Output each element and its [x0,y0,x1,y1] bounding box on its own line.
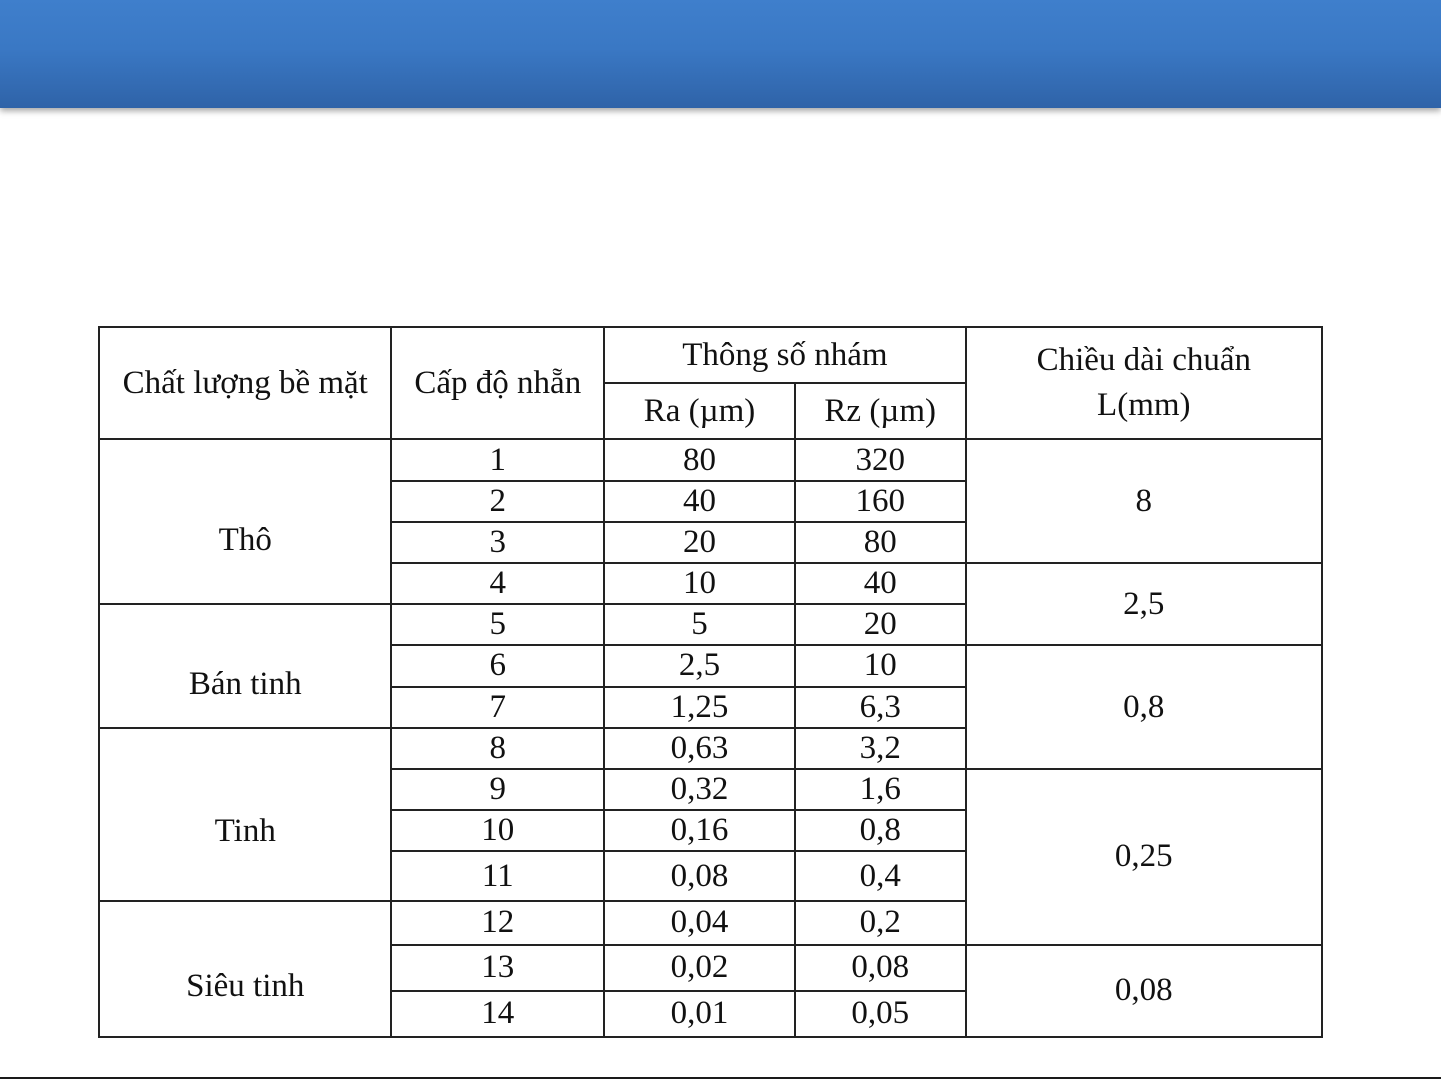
ra-cell: 0,16 [604,810,795,851]
length-cell: 0,8 [966,645,1322,769]
table-row [99,439,1322,480]
ra-cell: 0,63 [604,728,795,769]
rz-cell: 40 [795,563,966,604]
grade-cell: 1 [391,439,604,480]
rz-cell: 20 [795,604,966,645]
ra-cell: 0,08 [604,851,795,901]
rz-cell: 0,8 [795,810,966,851]
rz-cell: 6,3 [795,687,966,728]
quality-sieu-tinh: Siêu tinh [99,901,391,1037]
header-length: Chiều dài chuẩn L(mm) [966,327,1322,439]
grade-cell: 6 [391,645,604,686]
header-banner [0,0,1441,108]
bottom-divider [0,1077,1441,1079]
rz-cell: 160 [795,481,966,522]
grade-cell: 7 [391,687,604,728]
roughness-table [98,326,1323,1038]
rz-cell: 320 [795,439,966,480]
ra-cell: 5 [604,604,795,645]
ra-cell: 40 [604,481,795,522]
grade-cell: 13 [391,945,604,991]
ra-cell: 1,25 [604,687,795,728]
rz-cell: 1,6 [795,769,966,810]
ra-cell: 20 [604,522,795,563]
rz-cell: 0,4 [795,851,966,901]
grade-cell: 9 [391,769,604,810]
ra-cell: 80 [604,439,795,480]
rz-cell: 0,2 [795,901,966,944]
grade-cell: 14 [391,991,604,1037]
rz-cell: 80 [795,522,966,563]
grade-cell: 3 [391,522,604,563]
length-cell: 8 [966,439,1322,563]
grade-cell: 10 [391,810,604,851]
header-quality: Chất lượng bề mặt [99,327,391,439]
grade-cell: 12 [391,901,604,944]
quality-ban-tinh: Bán tinh [99,604,391,728]
quality-tinh: Tinh [99,728,391,902]
header-rz: Rz (µm) [795,383,966,439]
ra-cell: 10 [604,563,795,604]
grade-cell: 2 [391,481,604,522]
header-ra: Ra (µm) [604,383,795,439]
ra-cell: 2,5 [604,645,795,686]
rz-cell: 0,08 [795,945,966,991]
rz-cell: 0,05 [795,991,966,1037]
ra-cell: 0,04 [604,901,795,944]
length-cell: 0,08 [966,945,1322,1037]
grade-cell: 8 [391,728,604,769]
header-grade: Cấp độ nhẵn [391,327,604,439]
ra-cell: 0,01 [604,991,795,1037]
length-cell: 2,5 [966,563,1322,645]
grade-cell: 4 [391,563,604,604]
length-cell: 0,25 [966,769,1322,945]
grade-cell: 5 [391,604,604,645]
rz-cell: 3,2 [795,728,966,769]
rz-cell: 10 [795,645,966,686]
ra-cell: 0,32 [604,769,795,810]
ra-cell: 0,02 [604,945,795,991]
quality-tho: Thô [99,439,391,604]
grade-cell: 11 [391,851,604,901]
header-params: Thông số nhám [604,327,965,383]
